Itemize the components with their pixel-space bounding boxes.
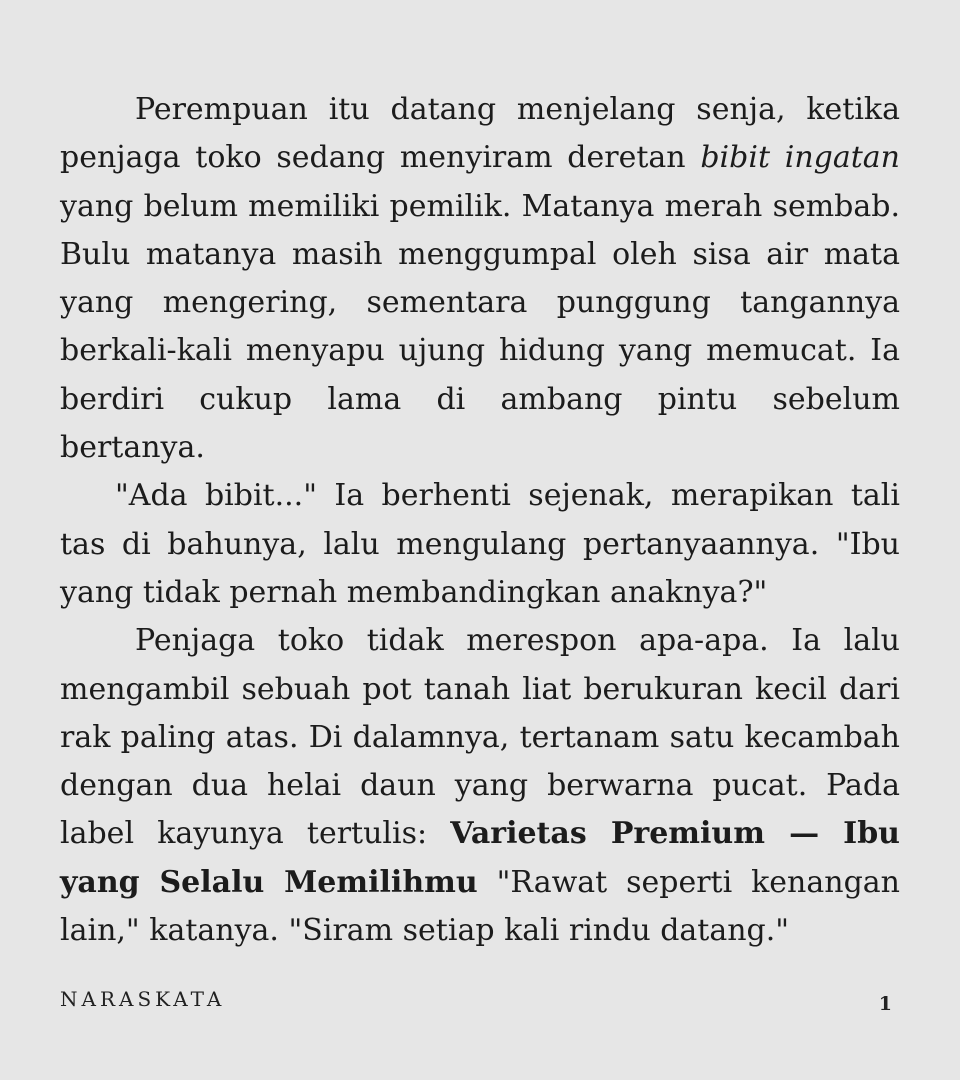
paragraph-3: [60, 617, 900, 955]
paragraph-2: [60, 472, 900, 617]
page-number: 1: [878, 993, 892, 1015]
paragraph-1-text-a: Perempuan itu datang menjelang senja, ketika penjaga toko sedang menyiram deretan: [60, 92, 900, 176]
paragraph-1-text-b: yang belum memiliki pemilik. Matanya merah sembab. Bulu matanya masih menggumpal oleh sisa air mata yang mengering, sementara punggung tangannya berkali-kali menyapu ujung hidung yang memucat. Ia berdiri cukup lama di ambang pintu sebelum bertanya.: [60, 188, 900, 466]
paragraph-3-text-b: "Rawat seperti kenangan lain," katanya. "Siram setiap kali rindu datang.": [60, 864, 900, 949]
paragraph-1: [60, 86, 900, 472]
footer-brand: NARASKATA: [60, 987, 226, 1011]
paragraph-3-bold-label: Varietas Premium — Ibu yang Selalu Memilihmu: [60, 816, 900, 900]
paragraph-3-text-a: Penjaga toko tidak merespon apa-apa. Ia lalu mengambil sebuah pot tanah liat berukuran kecil dari rak paling atas. Di dalamnya, tertanam satu kecambah dengan dua helai daun yang berwarna pucat. Pada label kayunya tertulis:: [60, 623, 900, 852]
story-page: [60, 86, 900, 955]
paragraph-2-text: "Ada bibit..." Ia berhenti sejenak, merapikan tali tas di bahunya, lalu mengulang pertanyaannya. "Ibu yang tidak pernah membandingkan anaknya?": [60, 478, 900, 610]
paragraph-1-italic-phrase: bibit ingatan: [700, 140, 900, 176]
